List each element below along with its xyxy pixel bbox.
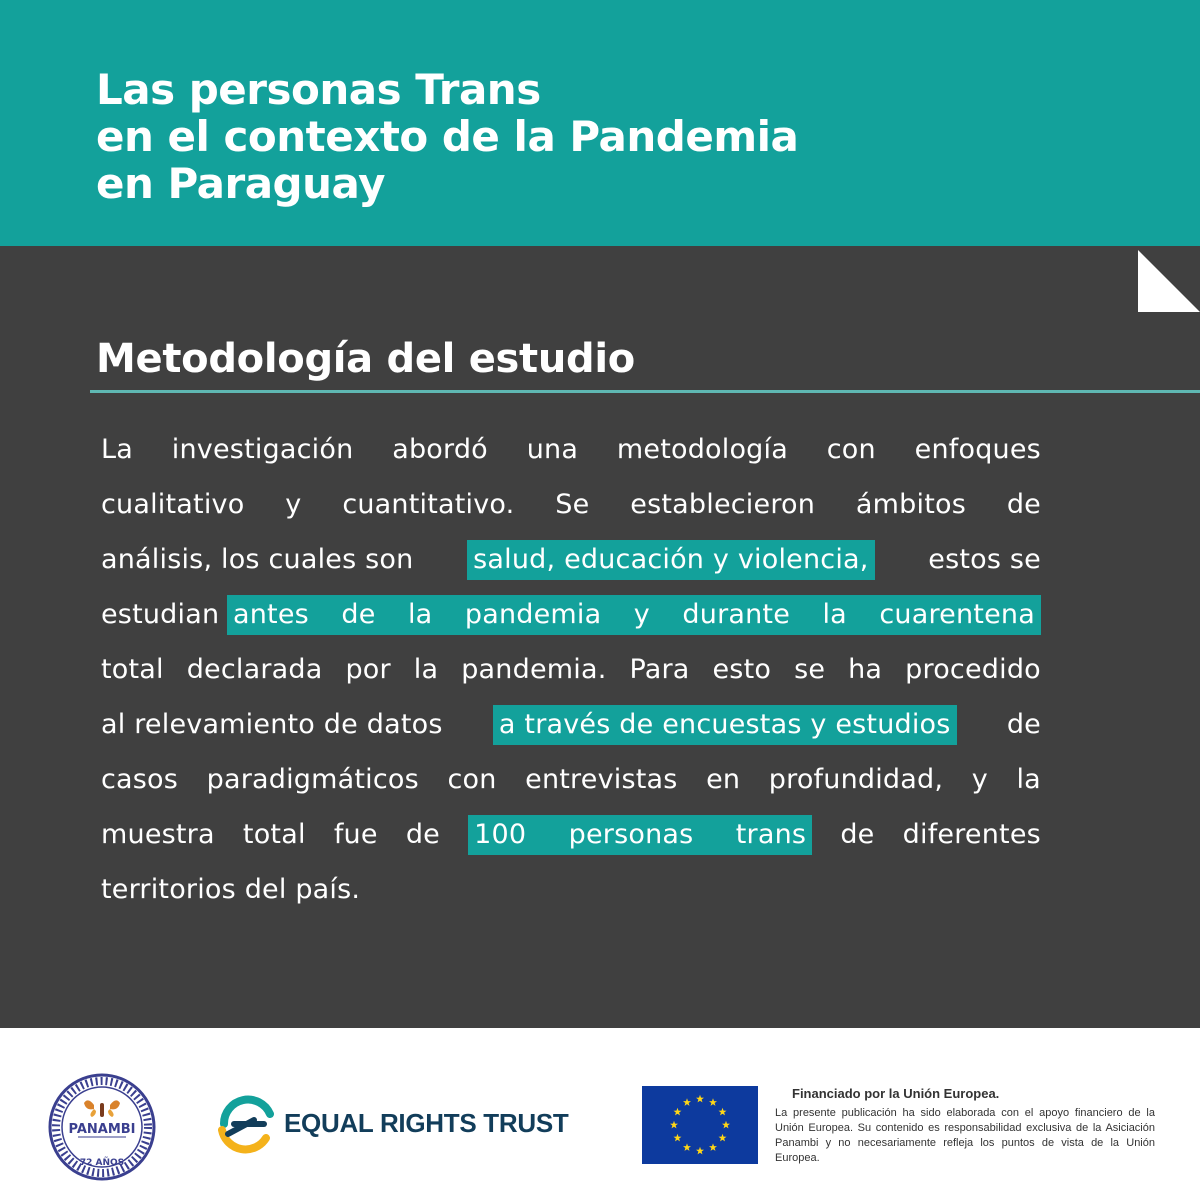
word: la <box>413 654 439 685</box>
header-banner <box>0 0 1200 246</box>
word: Se <box>555 489 590 520</box>
equal-rights-trust-name: EQUAL RIGHTS TRUST <box>284 1108 569 1138</box>
section-title: Metodología del estudio <box>96 336 635 382</box>
highlight-sample <box>468 815 812 855</box>
folded-corner-icon <box>1138 250 1200 312</box>
eu-funding-title: Financiado por la Unión Europea. <box>792 1086 1000 1101</box>
word: y <box>633 598 650 630</box>
panambi-years: 72 AÑOS <box>79 1158 125 1168</box>
word: declarada <box>186 654 323 685</box>
word: la <box>822 598 847 630</box>
word: pandemia. <box>461 654 607 685</box>
word: cuantitativo. <box>342 489 515 520</box>
word: la <box>407 598 433 630</box>
paragraph-line-2 <box>101 477 1041 532</box>
text-segment: estudian <box>101 599 220 630</box>
methodology-paragraph <box>101 422 1041 917</box>
word: diferentes <box>902 819 1041 850</box>
section-title-underline <box>90 390 1200 393</box>
paragraph-line-1 <box>101 422 1041 477</box>
page-title <box>96 66 798 207</box>
word: metodología <box>616 434 788 465</box>
word: La <box>101 434 133 465</box>
word: en <box>706 764 741 795</box>
word: establecieron <box>630 489 816 520</box>
word: de <box>341 598 376 630</box>
word: Para <box>629 654 690 685</box>
panambi-name: PANAMBI <box>68 1122 136 1137</box>
word: y <box>971 764 988 795</box>
word: paradigmáticos <box>206 764 419 795</box>
word: trans <box>735 818 807 850</box>
paragraph-line-9 <box>101 862 1041 917</box>
word: y <box>285 489 302 520</box>
word: personas <box>568 818 694 850</box>
word: de <box>1006 489 1041 520</box>
word: investigación <box>171 434 354 465</box>
paragraph-line-5 <box>101 642 1041 697</box>
word: la <box>1016 764 1041 795</box>
word: profundidad, <box>768 764 944 795</box>
page-title-line-3: en Paraguay <box>96 159 385 208</box>
word: por <box>345 654 391 685</box>
word: una <box>526 434 579 465</box>
word: muestra <box>101 819 215 850</box>
highlight-period <box>227 595 1041 635</box>
word: procedido <box>905 654 1041 685</box>
word: cualitativo <box>101 489 245 520</box>
paragraph-line-6 <box>101 697 1041 752</box>
word: ámbitos <box>855 489 966 520</box>
word: 100 <box>474 818 527 850</box>
word: durante <box>682 598 791 630</box>
highlight-areas: salud, educación y violencia, <box>467 540 874 580</box>
panambi-seal-logo <box>48 1073 156 1181</box>
word: total <box>242 819 306 850</box>
text-segment: de <box>1006 709 1041 740</box>
page-title-line-1: Las personas Trans <box>96 65 541 114</box>
paragraph-line-4 <box>101 587 1041 642</box>
eu-disclaimer: La presente publicación ha sido elaborada con el apoyo financiero de la Unión Europea. Su contenido es responsabilidad exclusiva de la Asiciación Panambi y no necesariamente refleja los puntos de vista de la Unión Europea. <box>775 1107 1155 1164</box>
text-segment: territorios del país. <box>101 874 361 905</box>
word: de <box>405 819 440 850</box>
paragraph-line-8 <box>101 807 1041 862</box>
footer <box>0 1028 1200 1200</box>
text-segment: al relevamiento de datos <box>101 709 443 740</box>
word: con <box>826 434 876 465</box>
text-segment: análisis, los cuales son <box>101 544 414 575</box>
word: entrevistas <box>525 764 678 795</box>
word: antes <box>233 598 309 630</box>
word: esto <box>712 654 772 685</box>
eu-flag-icon <box>642 1086 758 1164</box>
content-panel <box>0 246 1200 1028</box>
word: casos <box>101 764 179 795</box>
paragraph-line-7 <box>101 752 1041 807</box>
highlight-method: a través de encuestas y estudios <box>493 705 957 745</box>
word: se <box>794 654 826 685</box>
word: cuarentena <box>879 598 1035 630</box>
paragraph-line-3 <box>101 532 1041 587</box>
text-segment: estos se <box>928 544 1041 575</box>
word: pandemia <box>464 598 602 630</box>
word: con <box>447 764 497 795</box>
equal-rights-trust-logo-icon <box>214 1090 278 1154</box>
word: total <box>101 654 164 685</box>
word: ha <box>848 654 883 685</box>
word: enfoques <box>914 434 1041 465</box>
word: fue <box>333 819 378 850</box>
word: de <box>840 819 875 850</box>
page-title-line-2: en el contexto de la Pandemia <box>96 112 799 161</box>
word: abordó <box>392 434 488 465</box>
